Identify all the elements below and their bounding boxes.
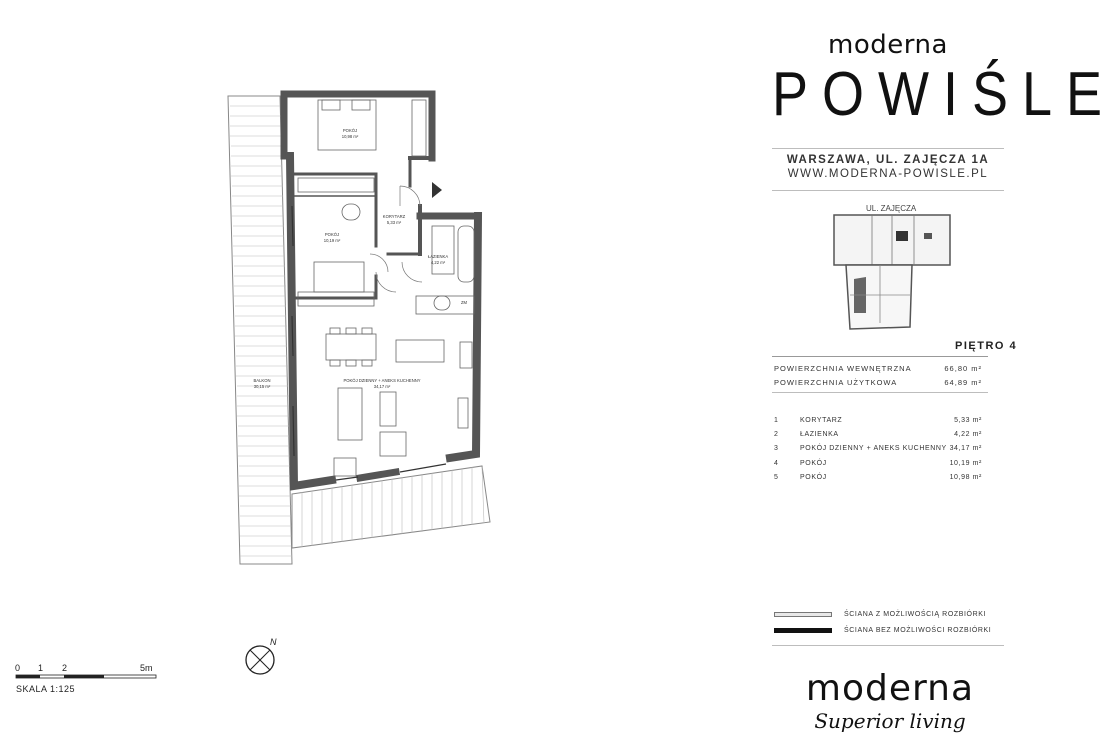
scale-bar — [12, 660, 162, 686]
keyplan-label: UL. ZAJĘCZA — [866, 204, 917, 213]
room-row — [774, 417, 982, 424]
legend-row-structural — [774, 627, 994, 634]
room-area: 5,33 m² — [954, 417, 982, 424]
area-row-usable — [774, 378, 982, 387]
label-zm: ZM — [460, 300, 468, 305]
brand-header — [772, 30, 1116, 129]
room-number: 4 — [774, 460, 779, 467]
label-korytarz: KORYTARZ — [382, 214, 406, 219]
scale-tick-2: 2 — [62, 663, 68, 673]
label-dzienny-area: 34,17 m² — [373, 384, 391, 389]
room-area: 10,98 m² — [949, 474, 982, 481]
brand-footer — [790, 670, 990, 732]
legend-label: ŚCIANA BEZ MOŻLIWOŚCI ROZBIÓRKI — [844, 627, 992, 634]
compass-icon — [236, 634, 284, 682]
area-value: 64,89 m² — [944, 378, 982, 387]
scale-tick-0: 0 — [15, 663, 21, 673]
label-lazienka-area: 4,22 m² — [430, 260, 446, 265]
room-row — [774, 474, 982, 481]
divider — [772, 356, 988, 357]
area-label: POWIERZCHNIA WEWNĘTRZNA — [774, 364, 912, 373]
brand-bottom-word: moderna — [805, 668, 975, 709]
legend-swatch-solid — [774, 628, 832, 633]
room-area: 34,17 m² — [949, 445, 982, 452]
balcony-deck — [228, 96, 292, 564]
keyplan — [832, 213, 952, 331]
label-korytarz-area: 5,33 m² — [386, 220, 402, 225]
address-website: WWW.MODERNA-POWISLE.PL — [787, 168, 989, 180]
room-area: 10,19 m² — [949, 460, 982, 467]
label-balkon: BALKON — [253, 378, 271, 383]
compass-north: N — [270, 637, 277, 647]
brand-bottom-tagline: Superior living — [814, 709, 966, 733]
scale-label: SKALA 1:125 — [16, 684, 76, 694]
furniture — [298, 100, 474, 476]
label-lazienka: ŁAZIENKA — [427, 254, 449, 259]
address-block — [772, 153, 1004, 181]
divider — [772, 392, 988, 393]
room-number: 2 — [774, 431, 779, 438]
legend-row-demolishable — [774, 611, 994, 618]
divider — [772, 148, 1004, 149]
label-pokoj-mid: POKÓJ — [324, 232, 340, 237]
legend-swatch-outline — [774, 612, 832, 617]
area-value: 66,80 m² — [944, 364, 982, 373]
windows — [292, 206, 449, 480]
floor-label: PIĘTRO 4 — [955, 340, 1018, 352]
divider — [772, 645, 1004, 646]
scale-tick-5: 5m — [140, 663, 153, 673]
room-area: 4,22 m² — [954, 431, 982, 438]
divider — [772, 190, 1004, 191]
room-name: POKÓJ — [800, 460, 827, 467]
area-row-internal — [774, 364, 982, 373]
room-number: 1 — [774, 417, 779, 424]
address-street: WARSZAWA, UL. ZAJĘCZA 1A — [786, 154, 990, 166]
area-label: POWIERZCHNIA UŻYTKOWA — [774, 378, 898, 387]
room-number: 5 — [774, 474, 779, 481]
entrance-marker — [432, 182, 442, 198]
room-row — [774, 460, 982, 467]
label-pokoj-mid-area: 10,19 m² — [323, 238, 341, 243]
scale-tick-1: 1 — [38, 663, 44, 673]
room-row — [774, 431, 982, 438]
brand-top-big: POWIŚLE — [772, 59, 1116, 129]
label-pokoj-top: POKÓJ — [342, 128, 358, 133]
label-balkon-area: 30,15 m² — [253, 384, 271, 389]
room-row — [774, 445, 982, 452]
walls — [284, 94, 478, 486]
brand-top-small: moderna — [828, 30, 948, 60]
legend-label: ŚCIANA Z MOŻLIWOŚCIĄ ROZBIÓRKI — [844, 611, 987, 618]
room-name: KORYTARZ — [800, 417, 843, 424]
room-name: ŁAZIENKA — [800, 431, 839, 438]
label-pokoj-top-area: 10,98 m² — [341, 134, 359, 139]
room-number: 3 — [774, 445, 779, 452]
label-dzienny: POKÓJ DZIENNY + ANEKS KUCHENNY — [343, 378, 421, 383]
door-swings — [370, 186, 422, 292]
room-name: POKÓJ — [800, 474, 827, 481]
room-name: POKÓJ DZIENNY + ANEKS KUCHENNY — [800, 445, 947, 452]
floor-plan — [220, 86, 500, 568]
